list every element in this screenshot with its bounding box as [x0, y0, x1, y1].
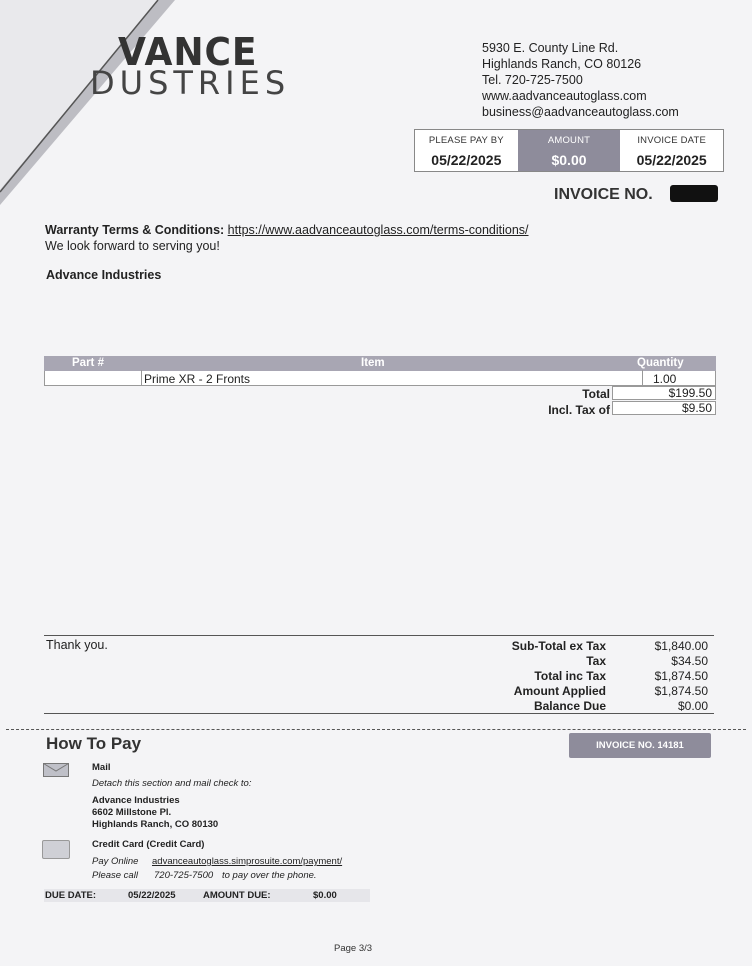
invoice-date-label: INVOICE DATE [637, 135, 707, 146]
company-logo-line2: DUSTRIES [90, 64, 291, 102]
invoice-date-cell [620, 130, 723, 171]
detach-line [6, 729, 746, 730]
company-address [482, 40, 679, 120]
call-number: 720-725-7500 [154, 870, 214, 881]
amount-label: AMOUNT [547, 135, 591, 146]
col-header-item: Item [361, 357, 385, 369]
mail-address-city: Highlands Ranch, CO 80130 [92, 819, 219, 830]
address-phone: Tel. 720-725-7500 [482, 73, 583, 87]
due-summary-bar [44, 889, 370, 902]
tax-label: Tax [586, 654, 606, 668]
pay-by-value: 05/22/2025 [431, 152, 502, 168]
terms-link[interactable]: https://www.aadvanceautoglass.com/terms-conditions/ [227, 223, 529, 237]
redaction-mark [670, 185, 718, 202]
call-suffix: to pay over the phone. [222, 870, 317, 881]
mail-instruction: Detach this section and mail check to: [92, 778, 252, 789]
invoice-number-heading: INVOICE NO. [554, 186, 653, 203]
due-date-label: DUE DATE: [45, 890, 97, 901]
mail-address-street: 6602 Millstone Pl. [92, 807, 172, 818]
balance-due-label: Balance Due [533, 699, 606, 713]
envelope-icon [43, 763, 69, 777]
address-website: www.aadvanceautoglass.com [482, 89, 647, 103]
card-title: Credit Card (Credit Card) [92, 839, 205, 850]
mail-address-name: Advance Industries [92, 795, 180, 806]
address-street: 5930 E. County Line Rd. [482, 41, 619, 55]
subtotal-label: Sub-Total ex Tax [511, 639, 606, 653]
col-header-quantity: Quantity [637, 357, 684, 369]
warranty-terms [45, 222, 529, 254]
mail-title: Mail [92, 762, 111, 773]
due-date-value: 05/22/2025 [128, 890, 176, 901]
pay-online-link[interactable]: advanceautoglass.simprosuite.com/payment/ [152, 856, 343, 867]
items-total-label: Total [582, 387, 610, 401]
amount-applied-value: $1,874.50 [654, 684, 708, 698]
call-label: Please call [92, 870, 138, 881]
summary-bottom-divider [44, 713, 714, 714]
summary-top-divider [44, 635, 714, 636]
address-email: business@aadvanceautoglass.com [482, 105, 679, 119]
total-inc-tax-label: Total inc Tax [534, 669, 606, 683]
row-quantity: 1.00 [653, 372, 677, 386]
amount-cell [518, 130, 621, 171]
credit-card-icon [42, 840, 70, 859]
tax-value: $34.50 [671, 654, 708, 668]
items-tax-label: Incl. Tax of [548, 403, 610, 417]
invoice-number-badge: INVOICE NO. 14181 [569, 733, 711, 758]
col-header-part: Part # [72, 357, 104, 369]
page-number: Page 3/3 [334, 943, 373, 954]
amount-due-label: AMOUNT DUE: [203, 890, 271, 901]
pay-by-cell [415, 130, 518, 171]
amount-due-value: $0.00 [313, 890, 337, 901]
items-tax-value: $9.50 [612, 401, 716, 415]
items-table-header [44, 356, 716, 371]
amount-applied-label: Amount Applied [513, 684, 606, 698]
how-to-pay-title: How To Pay [46, 734, 142, 753]
balance-due-value: $0.00 [677, 699, 708, 713]
subtotal-value: $1,840.00 [654, 639, 708, 653]
items-total-value: $199.50 [612, 386, 716, 400]
table-row [44, 371, 716, 386]
row-item: Prime XR - 2 Fronts [144, 372, 251, 386]
invoice-date-value: 05/22/2025 [636, 152, 707, 168]
mail-address [92, 795, 218, 831]
customer-name: Advance Industries [46, 268, 162, 282]
address-city: Highlands Ranch, CO 80126 [482, 57, 642, 71]
payment-summary-box [414, 129, 724, 172]
total-inc-tax-value: $1,874.50 [654, 669, 708, 683]
terms-label: Warranty Terms & Conditions: [45, 223, 225, 237]
pay-by-label: PLEASE PAY BY [428, 135, 504, 146]
company-logo-line1: VANCE [118, 30, 258, 74]
thank-you-text: Thank you. [46, 638, 108, 652]
terms-greeting: We look forward to serving you! [45, 239, 220, 253]
amount-value: $0.00 [551, 152, 587, 168]
pay-online-label: Pay Online [92, 856, 139, 867]
